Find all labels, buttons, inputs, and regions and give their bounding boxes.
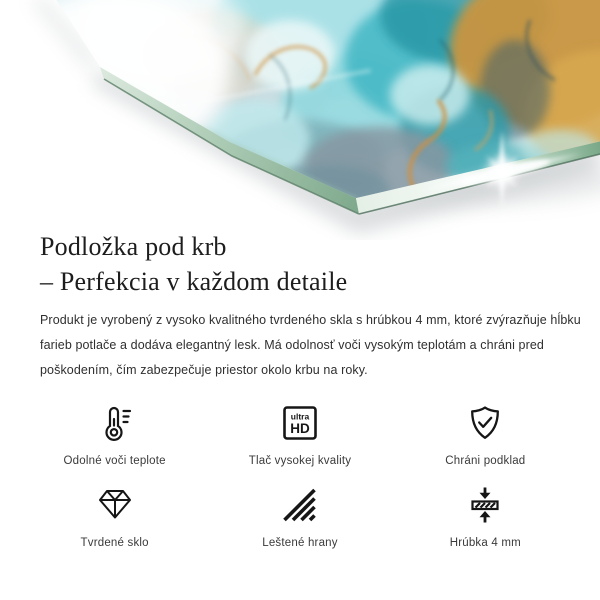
thickness-icon <box>466 483 504 524</box>
feature-protects-base <box>405 401 565 468</box>
ultra-hd-icon <box>281 401 319 442</box>
feature-label: Tvrdené sklo <box>80 537 149 549</box>
feature-label: Leštené hrany <box>262 537 338 549</box>
feature-heat-resistant <box>35 401 195 468</box>
feature-polished-edges <box>220 483 380 550</box>
feature-thickness <box>405 483 565 550</box>
polished-edges-icon <box>281 483 319 524</box>
product-description: Produkt je vyrobený z vysoko kvalitného tvrdeného skla s hrúbkou 4 mm, ktoré zvýrazňuje hĺbku farieb potlače a dodáva elegantný lesk. Má odolnosť voči vysokým teplotám a chráni pred poškodením, čím zabezpečuje priestor okolo krbu na roky. <box>40 313 581 377</box>
features-grid <box>22 401 578 550</box>
thermometer-icon <box>96 401 134 442</box>
diamond-icon <box>96 483 134 524</box>
feature-print-quality <box>220 401 380 468</box>
page-title <box>40 229 347 299</box>
feature-tempered-glass <box>35 483 195 550</box>
svg-text:HD: HD <box>290 421 310 436</box>
feature-label: Chráni podklad <box>445 455 526 467</box>
shield-check-icon <box>466 401 504 442</box>
feature-label: Odolné voči teplote <box>63 455 166 467</box>
title-line-1: Podložka pod krb <box>40 232 227 261</box>
product-hero-image <box>0 0 600 240</box>
svg-text:ultra: ultra <box>290 411 310 422</box>
feature-label: Hrúbka 4 mm <box>449 537 521 549</box>
title-line-2: – Perfekcia v každom detaile <box>40 267 348 296</box>
feature-label: Tlač vysokej kvality <box>248 455 352 467</box>
